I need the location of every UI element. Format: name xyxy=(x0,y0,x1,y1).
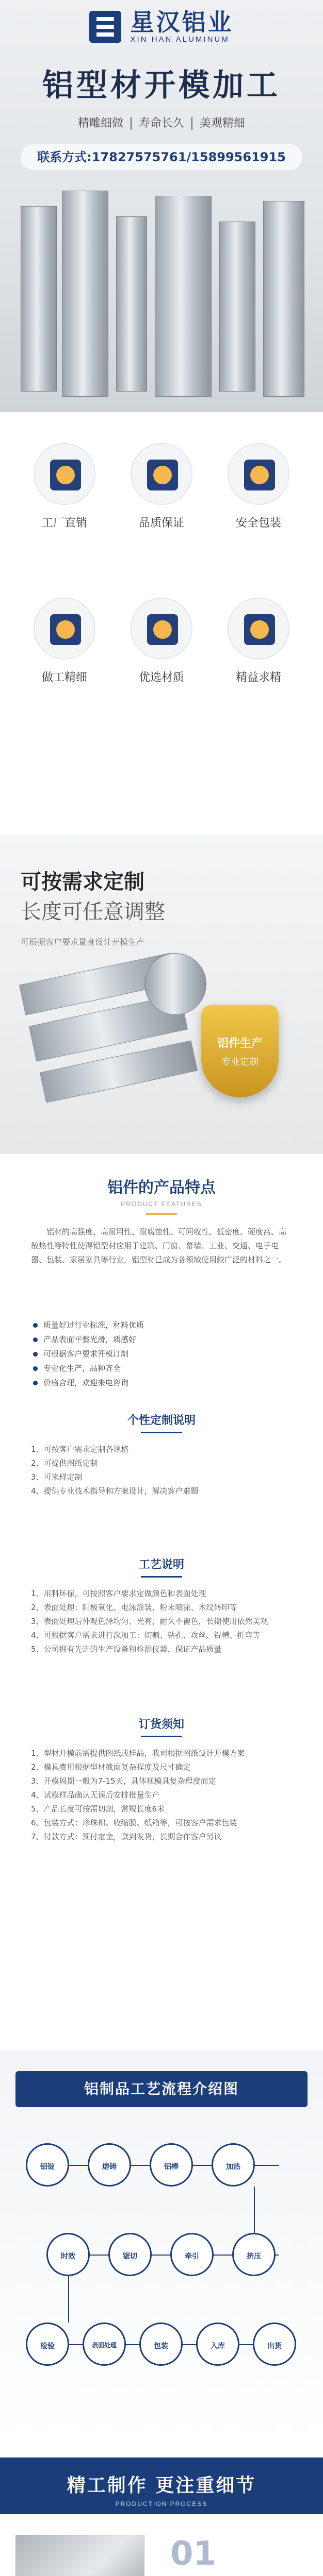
service-label: 精益求精 xyxy=(235,671,281,684)
flow-node: 出货 xyxy=(253,2323,296,2366)
list-item: 4、试模样品确认无误后安排批量生产 xyxy=(31,1790,160,1800)
list-item: 2、可提供图纸定制 xyxy=(31,1459,98,1468)
service-label: 优选材质 xyxy=(138,671,184,684)
flow-node: 锯切 xyxy=(108,2233,152,2276)
list-item: 3、开模周期一般为7-15天，具体视模具复杂程度而定 xyxy=(31,1776,216,1786)
crafting-header xyxy=(0,2458,323,2514)
brand-name-cn: 星汉铝业 xyxy=(130,8,234,36)
brand-name-en: XIN HAN ALUMINUM xyxy=(130,35,230,44)
list-item: 3、表面处理后外观色泽均匀、光亮，耐久不褪色，长期使用依然美观 xyxy=(31,1617,268,1626)
list-item: 5、产品长度可按需切割，常规长度6米 xyxy=(31,1804,165,1814)
factory-icon xyxy=(34,443,95,505)
flow-node: 时效 xyxy=(46,2233,90,2276)
service-material xyxy=(123,598,200,701)
quality-icon xyxy=(131,443,192,505)
craft-list xyxy=(31,1587,292,1656)
process-flow-title: 铝制品工艺流程介绍图 xyxy=(15,2071,308,2107)
list-item: 可根据客户要求开模订制 xyxy=(31,1347,292,1361)
custom-caption: 可根据客户要求量身设计开模生产 xyxy=(21,937,145,947)
material-icon xyxy=(131,598,192,659)
page-title: 铝型材开模加工 xyxy=(42,67,281,104)
service-label: 做工精细 xyxy=(41,671,87,684)
feature-title: 铝件的产品特点 xyxy=(107,1179,216,1197)
list-item: 4、可根据客户需求进行深加工：切割、钻孔、攻丝、铣槽、折弯等 xyxy=(31,1631,261,1640)
list-item: 产品表面平整光滑，质感好 xyxy=(31,1332,292,1347)
shield-line-1: 铝件生产 xyxy=(217,1037,263,1050)
list-item: 2、模具费用根据型材截面复杂程度及尺寸确定 xyxy=(31,1762,191,1772)
service-label: 品质保证 xyxy=(138,517,184,530)
list-item: 5、公司拥有先进的生产设备和检测仪器，保证产品质量 xyxy=(31,1645,222,1654)
thumbs-up-icon xyxy=(34,598,95,659)
flow-node: 铝锭 xyxy=(26,2143,69,2187)
list-item: 6、包装方式：珍珠棉、收缩膜、纸箱等，可按客户需求包装 xyxy=(31,1818,237,1827)
craft-section xyxy=(0,1546,323,2050)
service-craftsmanship xyxy=(26,598,103,701)
process-flow-section xyxy=(0,2050,323,2442)
aluminum-bars-photo xyxy=(15,2535,144,2576)
list-item: 3、可来样定制 xyxy=(31,1472,83,1482)
crafting-title: 精工制作 更注重细节 xyxy=(67,2475,256,2496)
medal-icon xyxy=(228,598,289,659)
crafting-section xyxy=(0,2442,323,2576)
flow-node: 熔铸 xyxy=(88,2143,131,2187)
profile-products-image xyxy=(0,185,323,412)
list-item: 专业化生产，品种齐全 xyxy=(31,1361,292,1376)
service-label: 工厂直销 xyxy=(41,517,87,530)
feature-subtitle: PRODUCT FEATURES xyxy=(121,1200,202,1208)
list-item: 2、表面处理：阳极氧化、电泳涂装、粉末喷涂、木纹转印等 xyxy=(31,1603,237,1612)
hero-feature: 美观精细 xyxy=(200,117,246,130)
brand-logo xyxy=(0,9,323,44)
feature-paragraph: 铝材的高强度、高耐用性、耐腐蚀性、可回收性、低密度、硬度高、高散热性等特性使得铝型材应用于建筑、门窗、幕墙、工业、交通、电子电器、包装、家居家具等行业，铝型材已成为各领域使用较广泛的材料之一。 xyxy=(31,1227,287,1264)
flow-node: 加热 xyxy=(212,2143,255,2187)
custom-info-list xyxy=(31,1443,292,1498)
service-quality xyxy=(123,443,200,546)
flow-node: 包装 xyxy=(139,2323,183,2366)
service-label: 安全包装 xyxy=(235,517,281,530)
services-section xyxy=(0,412,323,835)
service-excellence xyxy=(220,598,297,701)
feature-section xyxy=(0,1154,323,1546)
hero-feature: 精雕细做 xyxy=(71,117,132,130)
flow-node: 表面处理 xyxy=(83,2323,126,2366)
custom-subheadline: 长度可任意调整 xyxy=(21,900,165,924)
custom-headline: 可按需求定制 xyxy=(21,870,144,894)
contact-phone[interactable]: 联系方式:17827575761/15899561915 xyxy=(21,144,302,170)
flow-node: 牵引 xyxy=(170,2233,214,2276)
package-icon xyxy=(228,443,289,505)
flow-node: 铝棒 xyxy=(150,2143,193,2187)
service-packaging xyxy=(220,443,297,546)
list-item: 1、型材开模前需提供图纸或样品，我司根据图纸设计开模方案 xyxy=(31,1749,245,1758)
list-item: 1、用料环保，可按照客户要求定做颜色和表面处理 xyxy=(31,1589,206,1598)
service-factory-direct xyxy=(26,443,103,546)
list-item: 1、可按客户需求定制各规格 xyxy=(31,1445,129,1454)
hero-section xyxy=(0,0,323,412)
list-item: 7、付款方式：预付定金，款到发货，长期合作客户另议 xyxy=(31,1832,222,1841)
custom-info-title: 个性定制说明 xyxy=(0,1412,323,1433)
order-notice-title: 订货须知 xyxy=(0,1716,323,1737)
brand-mark-icon xyxy=(89,11,121,43)
order-notice-list xyxy=(31,1747,292,1844)
crafting-subtitle: PRODUCTION PROCESS xyxy=(115,2500,208,2507)
hero-feature: 寿命长久 xyxy=(132,117,192,130)
list-item: 价格合理，欢迎来电咨询 xyxy=(31,1376,292,1390)
hero-features xyxy=(0,114,323,130)
custom-banner xyxy=(0,835,323,1154)
craft-title: 工艺说明 xyxy=(0,1556,323,1578)
flow-node: 入库 xyxy=(196,2323,239,2366)
flow-node: 检验 xyxy=(26,2323,69,2366)
list-item: 4、提供专业技术指导和方案设计，解决客户难题 xyxy=(31,1486,199,1496)
feature-list xyxy=(31,1318,292,1390)
step-number: 01 xyxy=(170,2535,217,2573)
shield-line-2: 专业定制 xyxy=(221,1057,259,1067)
flow-node: 挤压 xyxy=(232,2233,276,2276)
shield-badge-icon xyxy=(201,1005,279,1097)
list-item: 质量好过行业标准，材料优质 xyxy=(31,1318,292,1332)
